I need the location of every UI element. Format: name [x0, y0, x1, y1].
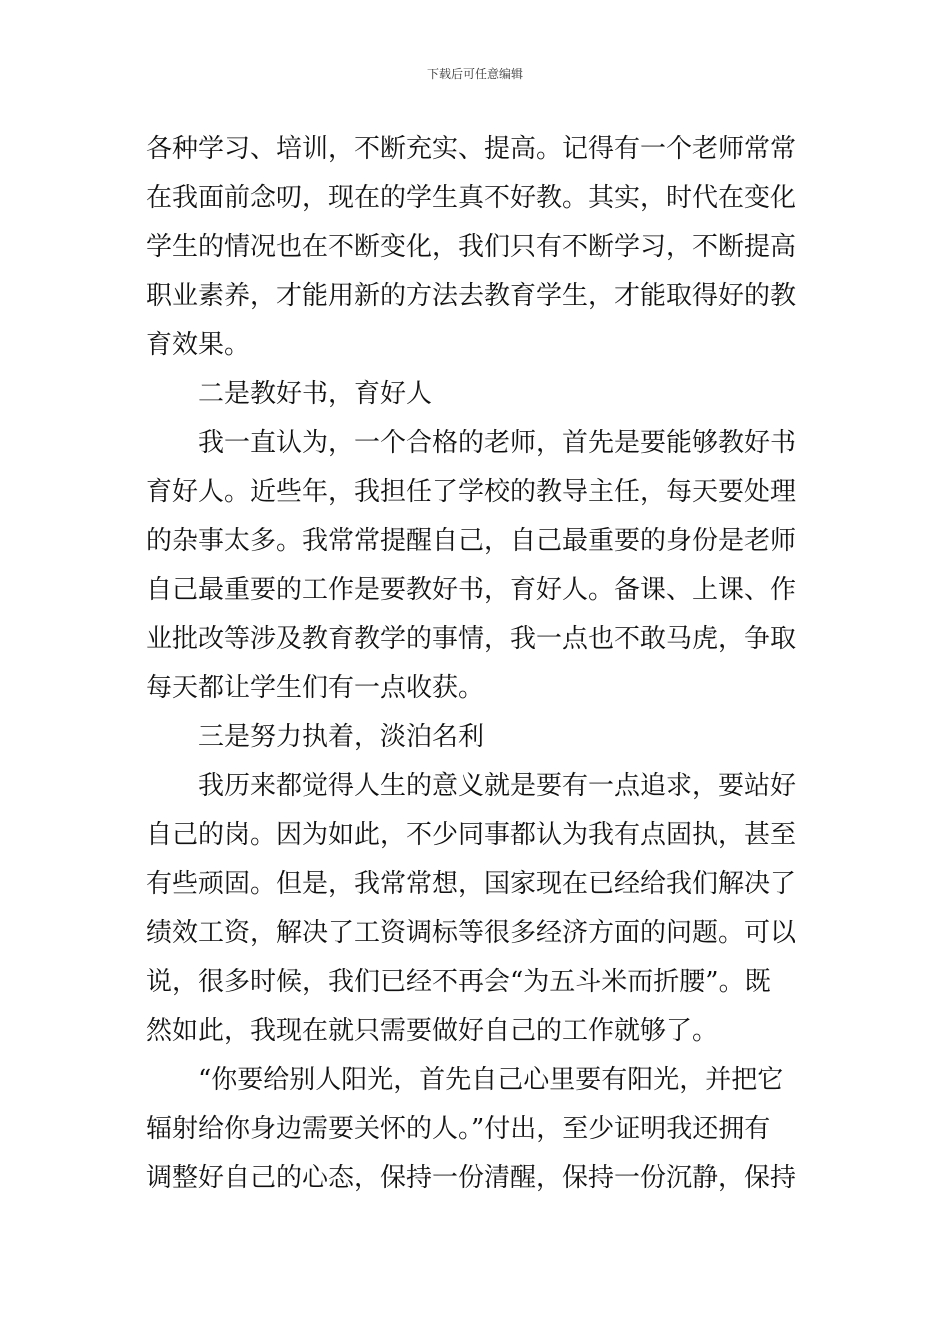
text-line: 育好人。近些年，我担任了学校的教导主任，每天要处理	[146, 477, 797, 507]
text-line: 绩效工资，解决了工资调标等很多经济方面的问题。可以	[146, 918, 797, 948]
text-line: “你要给别人阳光，首先自己心里要有阳光，并把它	[198, 1065, 784, 1095]
text-line: 然如此，我现在就只需要做好自己的工作就够了。	[146, 1016, 719, 1046]
paragraph	[146, 125, 806, 370]
text-line: 育效果。	[146, 330, 251, 360]
text-line: 每天都让学生们有一点收获。	[146, 673, 485, 703]
text-line: 说，很多时候，我们已经不再会“为五斗米而折腰”。既	[146, 967, 771, 997]
page-header: 下载后可任意编辑	[426, 67, 523, 81]
paragraph	[146, 419, 806, 713]
text-line: 调整好自己的心态，保持一份清醒，保持一份沉静，保持	[146, 1163, 797, 1193]
text-line: 学生的情况也在不断变化，我们只有不断学习，不断提高	[146, 232, 797, 262]
text-line: 业批改等涉及教育教学的事情，我一点也不敢马虎，争取	[146, 624, 797, 654]
text-line: 自己的岗。因为如此，不少同事都认为我有点固执，甚至	[146, 820, 797, 850]
text-line: 辐射给你身边需要关怀的人。”付出，至少证明我还拥有	[146, 1114, 771, 1144]
section-heading	[146, 713, 806, 762]
paragraph	[146, 1056, 806, 1203]
text-line: 职业素养，才能用新的方法去教育学生，才能取得好的教	[146, 281, 797, 311]
text-line: 在我面前念叨，现在的学生真不好教。其实，时代在变化	[146, 183, 797, 213]
paragraph	[146, 762, 806, 1056]
text-line: 各种学习、培训，不断充实、提高。记得有一个老师常常	[146, 134, 797, 164]
section-heading	[146, 370, 806, 419]
document-body	[146, 125, 806, 1203]
text-line: 有些顽固。但是，我常常想，国家现在已经给我们解决了	[146, 869, 797, 899]
text-line: 我历来都觉得人生的意义就是要有一点追求，要站好	[198, 771, 797, 801]
text-line: 我一直认为，一个合格的老师，首先是要能够教好书	[198, 428, 797, 458]
text-line: 自己最重要的工作是要教好书，育好人。备课、上课、作	[146, 575, 797, 605]
text-line: 三是努力执着，淡泊名利	[198, 722, 485, 752]
text-line: 二是教好书，育好人	[198, 379, 433, 409]
text-line: 的杂事太多。我常常提醒自己，自己最重要的身份是老师	[146, 526, 797, 556]
